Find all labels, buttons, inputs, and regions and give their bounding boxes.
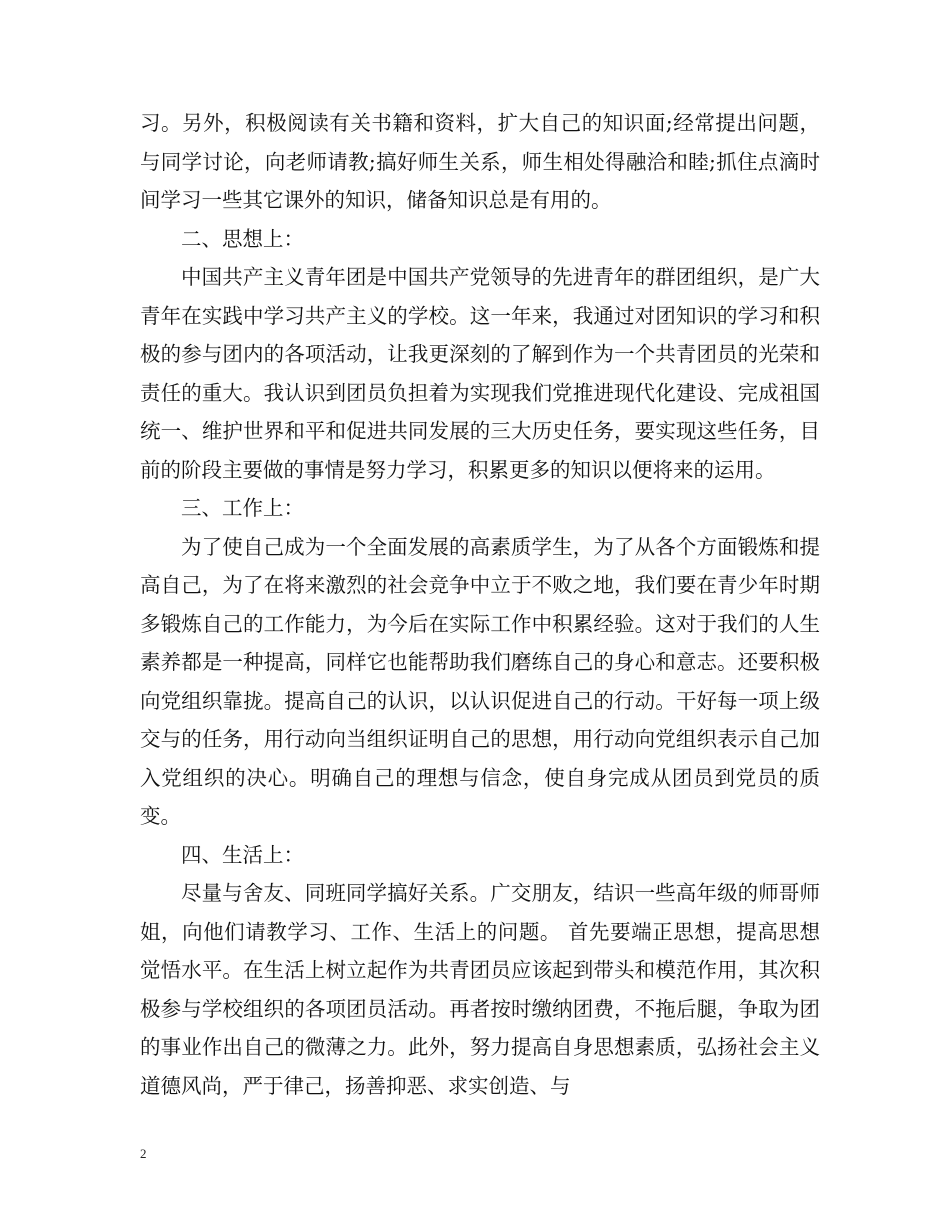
paragraph-life: 尽量与舍友、同班同学搞好关系。广交朋友，结识一些高年级的师哥师姐，向他们请教学习、工作、生活上的问题。 首先要端正思想，提高思想觉悟水平。在生活上树立起作为共青团员应该起到带头和模范作用，其次积极参与学校组织的各项团员活动。再者按时缴纳团费，不拖后腿，争取为团的事业作出自己的微薄之力。此外，努力提高自身思想素质，弘扬社会主义道德风尚，严于律己，扬善抑恶、求实创造、与 [140, 881, 820, 1098]
paragraph-thought: 中国共产主义青年团是中国共产党领导的先进青年的群团组织，是广大青年在实践中学习共产主义的学校。这一年来，我通过对团知识的学习和积极的参与团内的各项活动，让我更深刻的了解到作为一个共青团员的光荣和责任的重大。我认识到团员负担着为实现我们党推进现代化建设、完成祖国统一、维护世界和平和促进共同发展的三大历史任务，要实现这些任务，目前的阶段主要做的事情是努力学习，积累更多的知识以便将来的运用。 [140, 265, 820, 482]
section-heading-life: 四、生活上： [181, 842, 304, 867]
page-number: 2 [140, 1146, 147, 1161]
paragraph-continuation: 习。另外，积极阅读有关书籍和资料，扩大自己的知识面;经常提出问题，与同学讨论，向老师请教;搞好师生关系，师生相处得融洽和睦;抓住点滴时间学习一些其它课外的知识，储备知识总是有用的。 [140, 111, 820, 212]
section-heading-work: 三、工作上： [181, 496, 304, 520]
section-heading-thought: 二、思想上： [181, 226, 304, 251]
body-text [140, 104, 820, 1105]
paragraph-work: 为了使自己成为一个全面发展的高素质学生，为了从各个方面锻炼和提高自己，为了在将来激烈的社会竞争中立于不败之地，我们要在青少年时期多锻炼自己的工作能力，为今后在实际工作中积累经验。这对于我们的人生素养都是一种提高，同样它也能帮助我们磨练自己的身心和意志。还要积极向党组织靠拢。提高自己的认识，以认识促进自己的行动。干好每一项上级交与的任务，用行动向当组织证明自己的思想，用行动向党组织表示自己加入党组织的决心。明确自己的理想与信念，使自身完成从团员到党员的质变。 [140, 534, 820, 828]
